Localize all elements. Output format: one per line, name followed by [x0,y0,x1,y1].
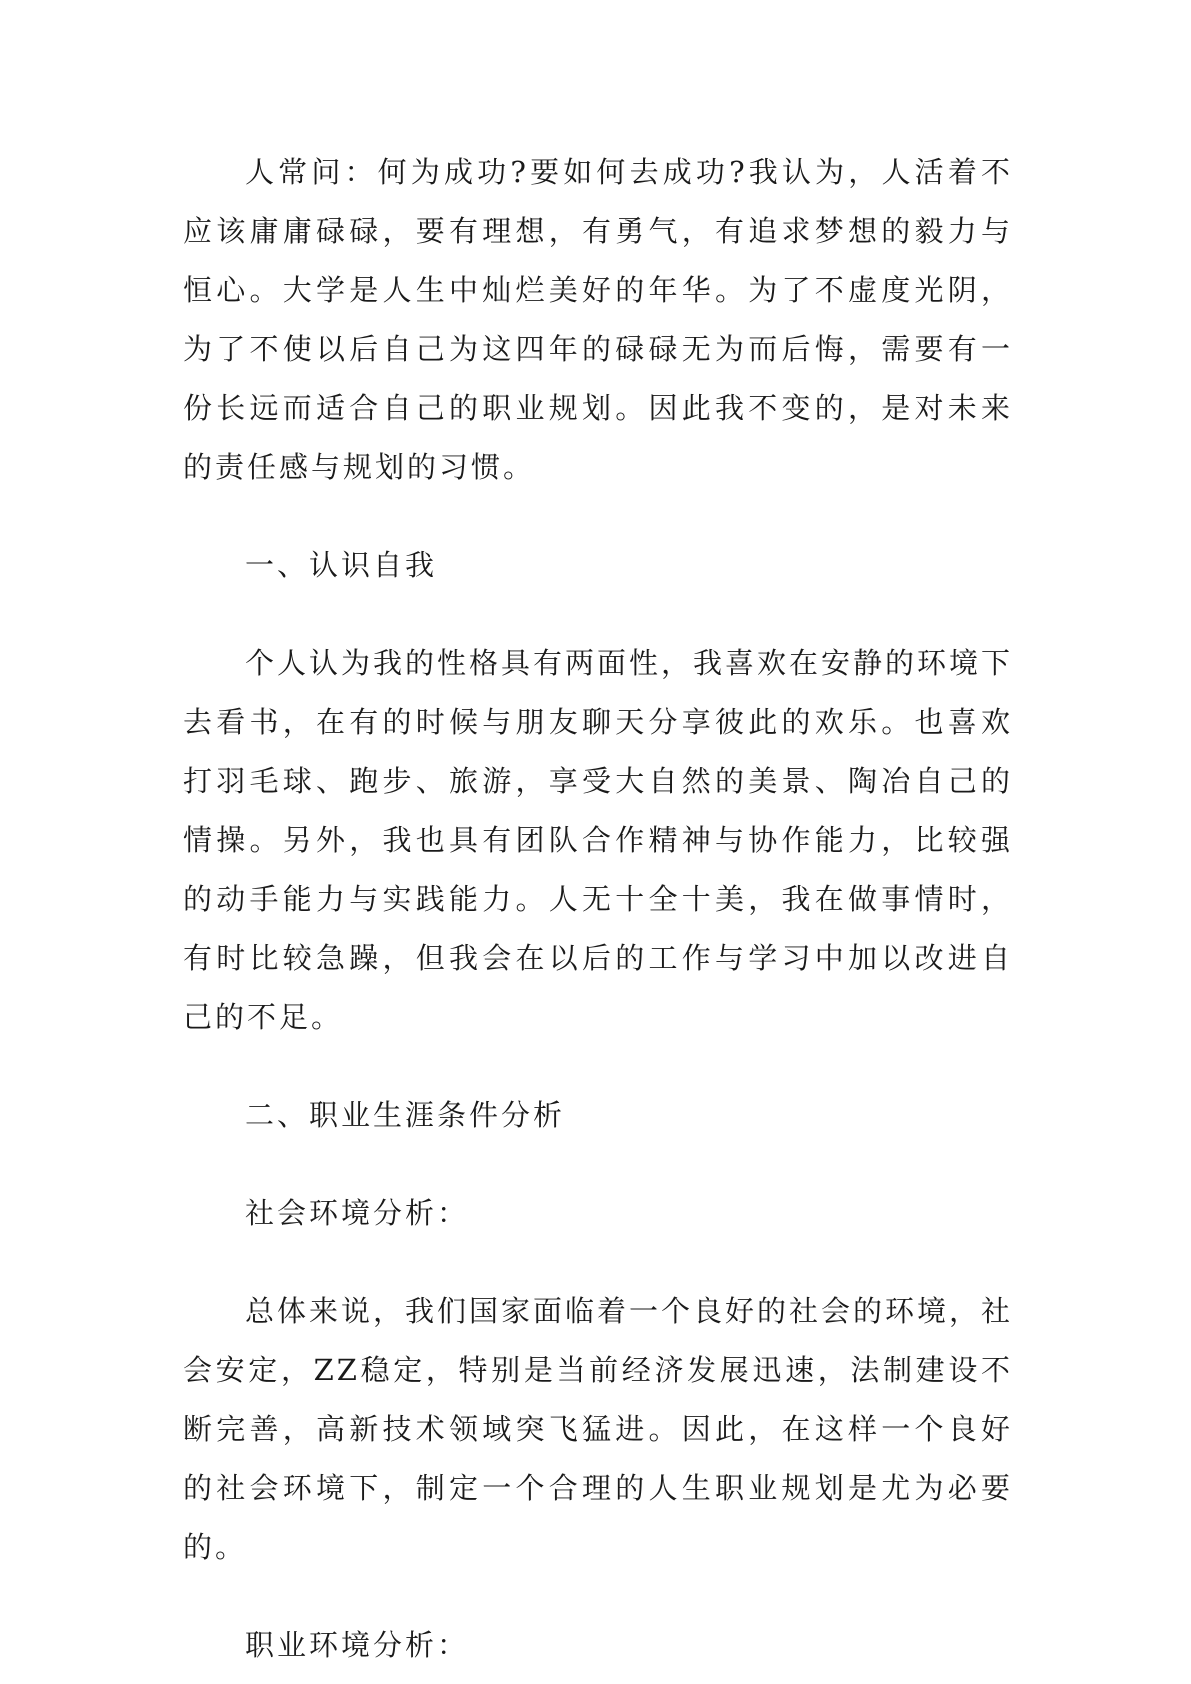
paragraph-gap [183,497,1013,536]
paragraph-gap [183,1145,1013,1184]
subheading-career-environment: 职业环境分析： [245,1628,470,1662]
social-environment-paragraph: 总体来说，我们国家面临着一个良好的社会的环境，社会安定，ZZ稳定，特别是当前经济发展迅速，法制建设不断完善，高新技术领域突飞猛进。因此，在这样一个良好的社会环境下，制定一个合理的人生职业规划是尤为必要的。 [183,1294,1014,1564]
paragraph-gap [183,595,1013,634]
paragraph-gap [183,1243,1013,1282]
intro-paragraph: 人常问：何为成功?要如何去成功?我认为，人活着不应该庸庸碌碌，要有理想，有勇气，有追求梦想的毅力与恒心。大学是人生中灿烂美好的年华。为了不虚度光阴，为了不使以后自己为这四年的碌碌无为而后悔，需要有一份长远而适合自己的职业规划。因此我不变的，是对未来的责任感与规划的习惯。 [183,155,1013,484]
subheading-social-environment: 社会环境分析： [245,1196,470,1230]
section-heading-self-knowledge: 一、认识自我 [245,548,438,582]
paragraph-gap [183,1047,1013,1086]
section-heading-career-conditions: 二、职业生涯条件分析 [245,1098,566,1132]
self-knowledge-paragraph: 个人认为我的性格具有两面性，我喜欢在安静的环境下去看书，在有的时候与朋友聊天分享彼此的欢乐。也喜欢打羽毛球、跑步、旅游，享受大自然的美景、陶冶自己的情操。另外，我也具有团队合作精神与协作能力，比较强的动手能力与实践能力。人无十全十美，我在做事情时，有时比较急躁，但我会在以后的工作与学习中加以改进自己的不足。 [183,646,1014,1034]
paragraph-gap [183,1577,1013,1616]
document-body [183,143,1013,1675]
